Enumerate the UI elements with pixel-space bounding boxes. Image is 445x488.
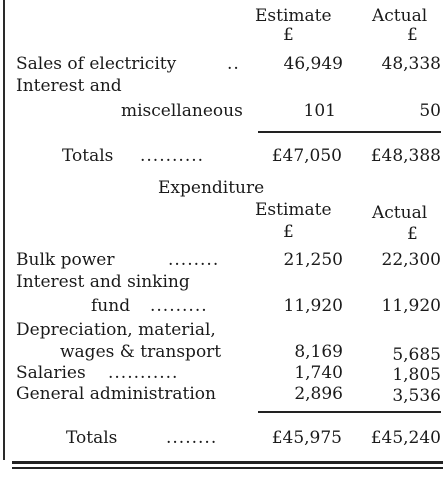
- expenditure-row-actual: 3,536: [392, 386, 441, 406]
- expenditure-row-label: Depreciation, material,: [16, 320, 216, 340]
- bottom-double-rule-bottom: [12, 467, 443, 469]
- income-totals-leader: ..........: [140, 146, 205, 166]
- expenditure-row-estimate: 8,169: [294, 342, 343, 362]
- income-totals-rule: [258, 131, 441, 133]
- expenditure-row-leader: ...........: [108, 363, 179, 383]
- bottom-double-rule-top: [12, 461, 443, 464]
- expenditure-row-estimate: 2,896: [294, 384, 343, 404]
- expenditure-row-leader: .........: [150, 296, 208, 316]
- expenditure-actual-header: Actual: [372, 203, 428, 223]
- income-actual-header: Actual: [372, 6, 428, 26]
- income-row-actual: 48,338: [381, 54, 441, 74]
- income-row-actual: 50: [419, 101, 441, 121]
- left-column-rule: [3, 0, 5, 460]
- expenditure-totals-actual: £45,240: [370, 428, 441, 448]
- expenditure-row-actual: 11,920: [381, 296, 441, 316]
- expenditure-row-actual: 5,685: [392, 345, 441, 365]
- expenditure-totals-rule: [258, 411, 441, 413]
- expenditure-row-label: fund: [91, 296, 131, 316]
- expenditure-row-estimate: 21,250: [283, 250, 343, 270]
- expenditure-estimate-unit: £: [283, 222, 294, 242]
- expenditure-row-label: Bulk power: [16, 250, 115, 270]
- expenditure-row-actual: 22,300: [381, 250, 441, 270]
- expenditure-row-label: wages & transport: [60, 342, 222, 362]
- expenditure-row-leader: ........: [168, 250, 220, 270]
- expenditure-row-estimate: 11,920: [283, 296, 343, 316]
- expenditure-actual-unit: £: [407, 224, 418, 244]
- income-estimate-unit: £: [283, 25, 294, 45]
- income-row-estimate: 46,949: [283, 54, 343, 74]
- expenditure-row-estimate: 1,740: [294, 363, 343, 383]
- expenditure-row-label: Interest and sinking: [16, 272, 190, 292]
- expenditure-totals-label: Totals: [66, 428, 118, 448]
- income-row-estimate: 101: [303, 101, 336, 121]
- income-row-label: miscellaneous: [121, 101, 243, 121]
- income-totals-label: Totals: [62, 146, 114, 166]
- expenditure-totals-leader: ........: [166, 428, 218, 448]
- income-totals-actual: £48,388: [370, 146, 441, 166]
- income-totals-estimate: £47,050: [271, 146, 342, 166]
- income-row-label: Sales of electricity: [16, 54, 177, 74]
- expenditure-row-actual: 1,805: [392, 365, 441, 385]
- income-row-leader: ..: [227, 54, 240, 74]
- expenditure-totals-estimate: £45,975: [271, 428, 342, 448]
- income-actual-unit: £: [407, 25, 418, 45]
- income-estimate-header: Estimate: [255, 6, 332, 26]
- expenditure-row-label: General administration: [16, 384, 216, 404]
- expenditure-estimate-header: Estimate: [255, 200, 332, 220]
- expenditure-row-label: Salaries: [16, 363, 86, 383]
- expenditure-heading: Expenditure: [158, 178, 265, 198]
- income-row-label: Interest and: [16, 76, 122, 96]
